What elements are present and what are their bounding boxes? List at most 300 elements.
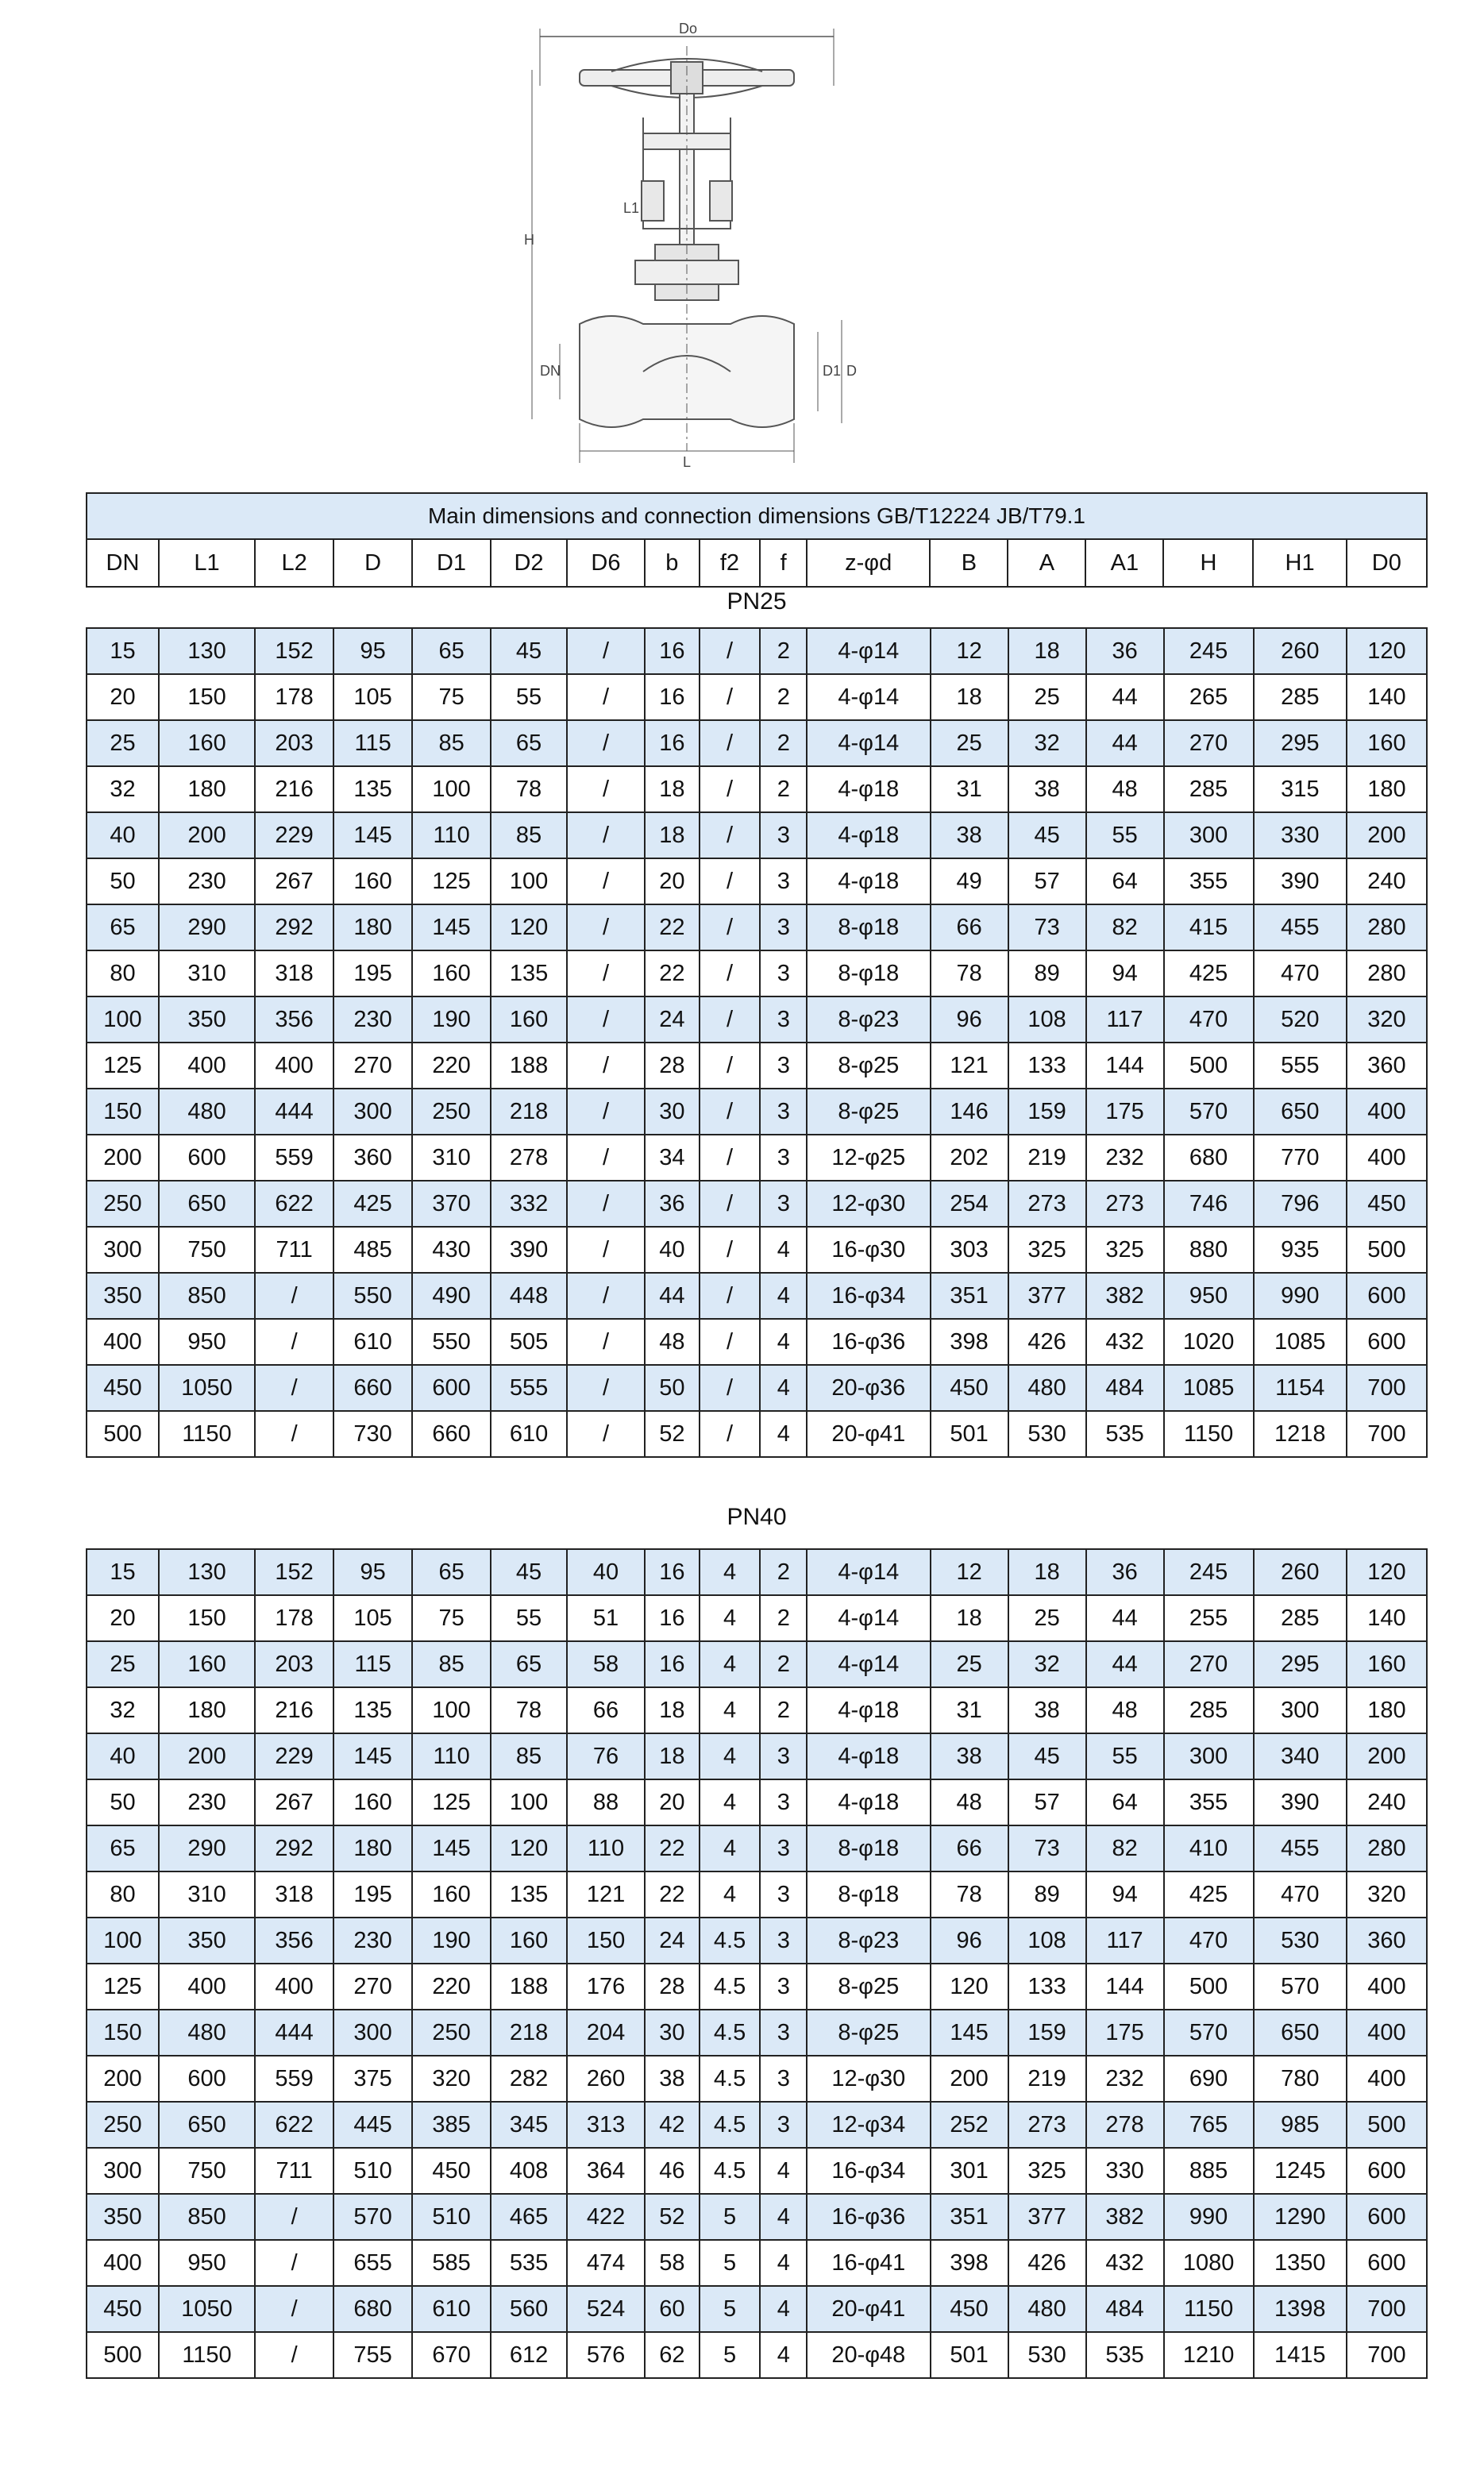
table-cell: 400 [87, 1319, 159, 1365]
table-cell: 301 [931, 2148, 1008, 2194]
column-header: H1 [1253, 539, 1346, 587]
table-cell: 273 [1008, 2102, 1086, 2148]
table-cell: 140 [1347, 674, 1427, 720]
pn25-section-label: PN25 [727, 588, 787, 615]
table-cell: / [567, 904, 645, 950]
table-cell: 280 [1347, 904, 1427, 950]
table-cell: 180 [1347, 1687, 1427, 1733]
table-cell: 950 [1164, 1273, 1254, 1319]
table-cell: 360 [333, 1135, 412, 1181]
table-cell: 3 [760, 1181, 807, 1227]
table-cell: 55 [491, 674, 567, 720]
table-cell: 559 [255, 2056, 333, 2102]
table-cell: 28 [645, 1964, 700, 2010]
table-cell: 64 [1086, 1779, 1164, 1825]
table-cell: 20 [87, 1595, 159, 1641]
table-cell: 332 [491, 1181, 567, 1227]
table-cell: 600 [1347, 1273, 1427, 1319]
table-cell: 146 [931, 1089, 1008, 1135]
table-cell: 1080 [1164, 2240, 1254, 2286]
table-cell: 144 [1086, 1043, 1164, 1089]
pn40-section-label: PN40 [727, 1504, 787, 1530]
table-cell: 426 [1008, 1319, 1086, 1365]
table-cell: 4-φ18 [807, 858, 931, 904]
table-cell: 356 [255, 996, 333, 1043]
table-cell: 450 [931, 2286, 1008, 2332]
table-cell: 273 [1008, 1181, 1086, 1227]
table-cell: 105 [333, 1595, 412, 1641]
table-cell: 350 [159, 1918, 255, 1964]
table-cell: 18 [645, 812, 700, 858]
table-cell: 474 [567, 2240, 645, 2286]
table-cell: 680 [333, 2286, 412, 2332]
table-row [87, 2010, 1427, 2056]
table-cell: 218 [491, 2010, 567, 2056]
table-cell: 200 [87, 1135, 159, 1181]
table-cell: 4 [760, 1227, 807, 1273]
table-cell: 484 [1086, 1365, 1164, 1411]
table-cell: 50 [87, 858, 159, 904]
table-cell: 1415 [1254, 2332, 1347, 2378]
table-cell: 60 [645, 2286, 700, 2332]
table-cell: / [567, 1227, 645, 1273]
table-cell: 600 [159, 2056, 255, 2102]
table-cell: 115 [333, 1641, 412, 1687]
table-cell: 990 [1254, 1273, 1347, 1319]
table-cell: 650 [159, 2102, 255, 2148]
table-cell: / [567, 1135, 645, 1181]
table-cell: 40 [645, 1227, 700, 1273]
table-cell: 3 [760, 2102, 807, 2148]
table-row [87, 674, 1427, 720]
table-cell: 16 [645, 1595, 700, 1641]
table-cell: 145 [931, 2010, 1008, 2056]
table-cell: 25 [931, 1641, 1008, 1687]
table-cell: / [255, 2194, 333, 2240]
table-cell: 310 [159, 950, 255, 996]
table-cell: 390 [1254, 1779, 1347, 1825]
table-cell: 65 [87, 1825, 159, 1871]
table-cell: 398 [931, 1319, 1008, 1365]
table-cell: / [567, 1273, 645, 1319]
table-cell: 8-φ23 [807, 1918, 931, 1964]
table-cell: 295 [1254, 720, 1347, 766]
table-row [87, 1411, 1427, 1457]
table-cell: 200 [1347, 812, 1427, 858]
table-cell: 385 [412, 2102, 491, 2148]
table-cell: 320 [1347, 1871, 1427, 1918]
table-cell: 150 [567, 1918, 645, 1964]
table-cell: 3 [760, 2010, 807, 2056]
table-cell: 204 [567, 2010, 645, 2056]
table-cell: 202 [931, 1135, 1008, 1181]
table-cell: 12-φ30 [807, 2056, 931, 2102]
table-cell: 382 [1086, 1273, 1164, 1319]
table-cell: 50 [87, 1779, 159, 1825]
table-cell: 700 [1347, 2332, 1427, 2378]
table-cell: 22 [645, 950, 700, 996]
table-cell: / [255, 1411, 333, 1457]
table-cell: 318 [255, 950, 333, 996]
table-row [87, 1687, 1427, 1733]
table-cell: 292 [255, 904, 333, 950]
table-row [87, 2056, 1427, 2102]
table-cell: 4-φ18 [807, 1733, 931, 1779]
table-cell: 110 [412, 812, 491, 858]
table-cell: 4-φ14 [807, 1595, 931, 1641]
table-cell: 200 [87, 2056, 159, 2102]
table-row [87, 1319, 1427, 1365]
table-cell: 325 [1086, 1227, 1164, 1273]
table-cell: 4.5 [700, 2056, 761, 2102]
table-cell: / [255, 2332, 333, 2378]
table-cell: 660 [333, 1365, 412, 1411]
table-cell: 650 [159, 1181, 255, 1227]
table-cell: 4.5 [700, 1918, 761, 1964]
table-cell: 31 [931, 1687, 1008, 1733]
table-cell: 850 [159, 2194, 255, 2240]
table-cell: 4-φ18 [807, 1687, 931, 1733]
table-cell: 31 [931, 766, 1008, 812]
table-cell: 950 [159, 2240, 255, 2286]
table-row [87, 950, 1427, 996]
table-cell: 400 [1347, 2010, 1427, 2056]
table-cell: 44 [645, 1273, 700, 1319]
table-cell: 750 [159, 1227, 255, 1273]
label-h: H [524, 232, 534, 248]
table-cell: 600 [1347, 2148, 1427, 2194]
table-row [87, 1964, 1427, 2010]
table-cell: 4 [700, 1687, 761, 1733]
table-cell: 501 [931, 1411, 1008, 1457]
table-cell: 622 [255, 2102, 333, 2148]
table-cell: 180 [159, 766, 255, 812]
table-cell: 490 [412, 1273, 491, 1319]
table-cell: 432 [1086, 2240, 1164, 2286]
label-do: Do [679, 22, 698, 37]
table-cell: 325 [1008, 1227, 1086, 1273]
table-cell: 22 [645, 904, 700, 950]
table-cell: 377 [1008, 2194, 1086, 2240]
table-cell: 585 [412, 2240, 491, 2286]
table-cell: 254 [931, 1181, 1008, 1227]
table-cell: / [700, 1181, 761, 1227]
table-cell: 3 [760, 1733, 807, 1779]
table-cell: 115 [333, 720, 412, 766]
table-cell: 2 [760, 1595, 807, 1641]
table-cell: 117 [1086, 1918, 1164, 1964]
table-cell: 121 [931, 1043, 1008, 1089]
table-cell: / [567, 1181, 645, 1227]
table-row [87, 1089, 1427, 1135]
table-cell: 135 [491, 950, 567, 996]
table-cell: 610 [491, 1411, 567, 1457]
table-cell: 260 [1254, 1549, 1347, 1595]
table-cell: 144 [1086, 1964, 1164, 2010]
table-cell: 180 [159, 1687, 255, 1733]
table-cell: 985 [1254, 2102, 1347, 2148]
table-cell: 470 [1254, 950, 1347, 996]
column-header: z-φd [807, 539, 931, 587]
table-cell: 530 [1008, 1411, 1086, 1457]
table-cell: 600 [1347, 2240, 1427, 2286]
table-cell: 1290 [1254, 2194, 1347, 2240]
table-cell: 82 [1086, 904, 1164, 950]
table-cell: 4-φ14 [807, 1641, 931, 1687]
table-cell: 484 [1086, 2286, 1164, 2332]
table-row [87, 1733, 1427, 1779]
table-row [87, 1871, 1427, 1918]
table-cell: 350 [87, 1273, 159, 1319]
table-cell: 85 [412, 1641, 491, 1687]
table-cell: 195 [333, 950, 412, 996]
table-cell: 455 [1254, 904, 1347, 950]
table-cell: 18 [1008, 1549, 1086, 1595]
table-cell: / [700, 1411, 761, 1457]
table-cell: 34 [645, 1135, 700, 1181]
table-cell: 95 [333, 1549, 412, 1595]
table-cell: 4 [760, 2194, 807, 2240]
table-row [87, 1595, 1427, 1641]
table-cell: 746 [1164, 1181, 1254, 1227]
table-cell: 570 [1164, 1089, 1254, 1135]
table-cell: / [567, 1089, 645, 1135]
table-cell: 120 [1347, 1549, 1427, 1595]
table-cell: 65 [412, 628, 491, 674]
table-cell: 1150 [1164, 1411, 1254, 1457]
table-cell: 45 [1008, 1733, 1086, 1779]
table-cell: 2 [760, 628, 807, 674]
table-cell: 280 [1347, 950, 1427, 996]
table-cell: 3 [760, 1089, 807, 1135]
table-cell: 4 [760, 1273, 807, 1319]
table-row [87, 1365, 1427, 1411]
table-cell: 218 [491, 1089, 567, 1135]
table-cell: 320 [412, 2056, 491, 2102]
table-cell: 32 [87, 766, 159, 812]
table-cell: 38 [931, 1733, 1008, 1779]
table-cell: 3 [760, 996, 807, 1043]
table-cell: 260 [1254, 628, 1347, 674]
column-header: f [760, 539, 807, 587]
table-cell: 188 [491, 1964, 567, 2010]
label-l1: L1 [623, 200, 640, 216]
table-cell: 108 [1008, 1918, 1086, 1964]
table-cell: 4 [760, 2286, 807, 2332]
table-row [87, 858, 1427, 904]
table-cell: 524 [567, 2286, 645, 2332]
table-cell: / [700, 1089, 761, 1135]
table-cell: 2 [760, 720, 807, 766]
table-cell: 160 [159, 720, 255, 766]
table-cell: 52 [645, 2194, 700, 2240]
table-cell: 100 [412, 1687, 491, 1733]
table-cell: 16-φ36 [807, 2194, 931, 2240]
table-cell: 377 [1008, 1273, 1086, 1319]
table-cell: 219 [1008, 2056, 1086, 2102]
table-cell: 18 [645, 1687, 700, 1733]
table-cell: 64 [1086, 858, 1164, 904]
table-cell: 85 [491, 812, 567, 858]
table-cell: 400 [255, 1043, 333, 1089]
table-cell: 195 [333, 1871, 412, 1918]
table-cell: 426 [1008, 2240, 1086, 2286]
table-cell: / [700, 904, 761, 950]
table-cell: 444 [255, 2010, 333, 2056]
table-cell: / [567, 1411, 645, 1457]
table-cell: 500 [1347, 1227, 1427, 1273]
table-cell: 145 [412, 904, 491, 950]
table-cell: 278 [491, 1135, 567, 1181]
table-cell: 15 [87, 1549, 159, 1595]
table-cell: 48 [931, 1779, 1008, 1825]
table-cell: 730 [333, 1411, 412, 1457]
table-cell: 40 [567, 1549, 645, 1595]
table-cell: 75 [412, 674, 491, 720]
table-cell: 1350 [1254, 2240, 1347, 2286]
table-cell: 1050 [159, 2286, 255, 2332]
table-cell: 300 [333, 1089, 412, 1135]
table-cell: 450 [87, 2286, 159, 2332]
table-cell: 2 [760, 1549, 807, 1595]
table-cell: 80 [87, 1871, 159, 1918]
table-cell: 600 [1347, 1319, 1427, 1365]
table-cell: 1085 [1164, 1365, 1254, 1411]
table-cell: 16 [645, 720, 700, 766]
table-cell: 4.5 [700, 2102, 761, 2148]
table-cell: 292 [255, 1825, 333, 1871]
table-cell: 320 [1347, 996, 1427, 1043]
table-cell: 82 [1086, 1825, 1164, 1871]
table-cell: 273 [1086, 1181, 1164, 1227]
table-cell: 400 [1347, 2056, 1427, 2102]
table-cell: 400 [159, 1964, 255, 2010]
table-cell: 190 [412, 1918, 491, 1964]
table-cell: / [567, 812, 645, 858]
table-row [87, 1227, 1427, 1273]
column-header: B [930, 539, 1008, 587]
table-cell: 711 [255, 2148, 333, 2194]
table-cell: 20 [645, 858, 700, 904]
table-cell: 100 [491, 1779, 567, 1825]
table-cell: 8-φ23 [807, 996, 931, 1043]
table-cell: 216 [255, 1687, 333, 1733]
table-cell: 133 [1008, 1964, 1086, 2010]
table-cell: 178 [255, 674, 333, 720]
table-cell: 425 [1164, 1871, 1254, 1918]
table-cell: 364 [567, 2148, 645, 2194]
table-cell: 150 [87, 2010, 159, 2056]
table-cell: 278 [1086, 2102, 1164, 2148]
table-cell: 350 [159, 996, 255, 1043]
table-cell: 240 [1347, 858, 1427, 904]
table-cell: 175 [1086, 2010, 1164, 2056]
table-cell: 5 [700, 2240, 761, 2286]
column-header: H [1163, 539, 1253, 587]
table-cell: 450 [1347, 1181, 1427, 1227]
label-l: L [683, 454, 692, 467]
table-cell: 290 [159, 904, 255, 950]
table-cell: 175 [1086, 1089, 1164, 1135]
table-cell: 50 [645, 1365, 700, 1411]
table-cell: 18 [645, 766, 700, 812]
table-cell: 130 [159, 1549, 255, 1595]
table-cell: / [700, 1227, 761, 1273]
table-cell: 4 [760, 1365, 807, 1411]
table-cell: 250 [412, 2010, 491, 2056]
table-cell: 1154 [1254, 1365, 1347, 1411]
table-cell: 444 [255, 1089, 333, 1135]
label-d1: D1 [823, 363, 842, 379]
table-cell: 950 [159, 1319, 255, 1365]
table-cell: 480 [159, 1089, 255, 1135]
table-cell: 510 [333, 2148, 412, 2194]
table-cell: 176 [567, 1964, 645, 2010]
table-cell: 267 [255, 1779, 333, 1825]
table-cell: 55 [491, 1595, 567, 1641]
table-cell: 94 [1086, 950, 1164, 996]
table-cell: 885 [1164, 2148, 1254, 2194]
table-row [87, 1273, 1427, 1319]
table-cell: 410 [1164, 1825, 1254, 1871]
table-cell: 8-φ18 [807, 1871, 931, 1918]
column-header: b [645, 539, 700, 587]
table-cell: 445 [333, 2102, 412, 2148]
table-cell: 8-φ18 [807, 1825, 931, 1871]
table-cell: 160 [159, 1641, 255, 1687]
table-cell: / [567, 720, 645, 766]
table-cell: 219 [1008, 1135, 1086, 1181]
table-cell: 3 [760, 1825, 807, 1871]
table-cell: 24 [645, 1918, 700, 1964]
table-cell: 25 [87, 1641, 159, 1687]
table-cell: 400 [87, 2240, 159, 2286]
table-cell: 48 [1086, 766, 1164, 812]
table-cell: 4 [760, 2332, 807, 2378]
table-cell: 2 [760, 674, 807, 720]
table-cell: 140 [1347, 1595, 1427, 1641]
table-cell: 152 [255, 628, 333, 674]
table-cell: 229 [255, 1733, 333, 1779]
table-cell: 20-φ41 [807, 2286, 931, 2332]
table-cell: 250 [87, 2102, 159, 2148]
table-cell: 3 [760, 904, 807, 950]
table-row [87, 1918, 1427, 1964]
table-cell: 990 [1164, 2194, 1254, 2240]
table-cell: 180 [1347, 766, 1427, 812]
table-cell: 505 [491, 1319, 567, 1365]
table-cell: 345 [491, 2102, 567, 2148]
column-header: D6 [567, 539, 645, 587]
table-row [87, 1549, 1427, 1595]
table-cell: 3 [760, 2056, 807, 2102]
table-cell: 315 [1254, 766, 1347, 812]
table-cell: 245 [1164, 1549, 1254, 1595]
table-cell: 117 [1086, 996, 1164, 1043]
table-cell: 44 [1086, 720, 1164, 766]
table-cell: 4-φ18 [807, 812, 931, 858]
table-cell: 1020 [1164, 1319, 1254, 1365]
table-cell: 230 [159, 1779, 255, 1825]
table-cell: 220 [412, 1964, 491, 2010]
table-row [87, 996, 1427, 1043]
table-cell: 3 [760, 950, 807, 996]
table-cell: 76 [567, 1733, 645, 1779]
table-cell: 100 [412, 766, 491, 812]
table-cell: / [255, 1365, 333, 1411]
table-cell: 400 [159, 1043, 255, 1089]
table-cell: 15 [87, 628, 159, 674]
